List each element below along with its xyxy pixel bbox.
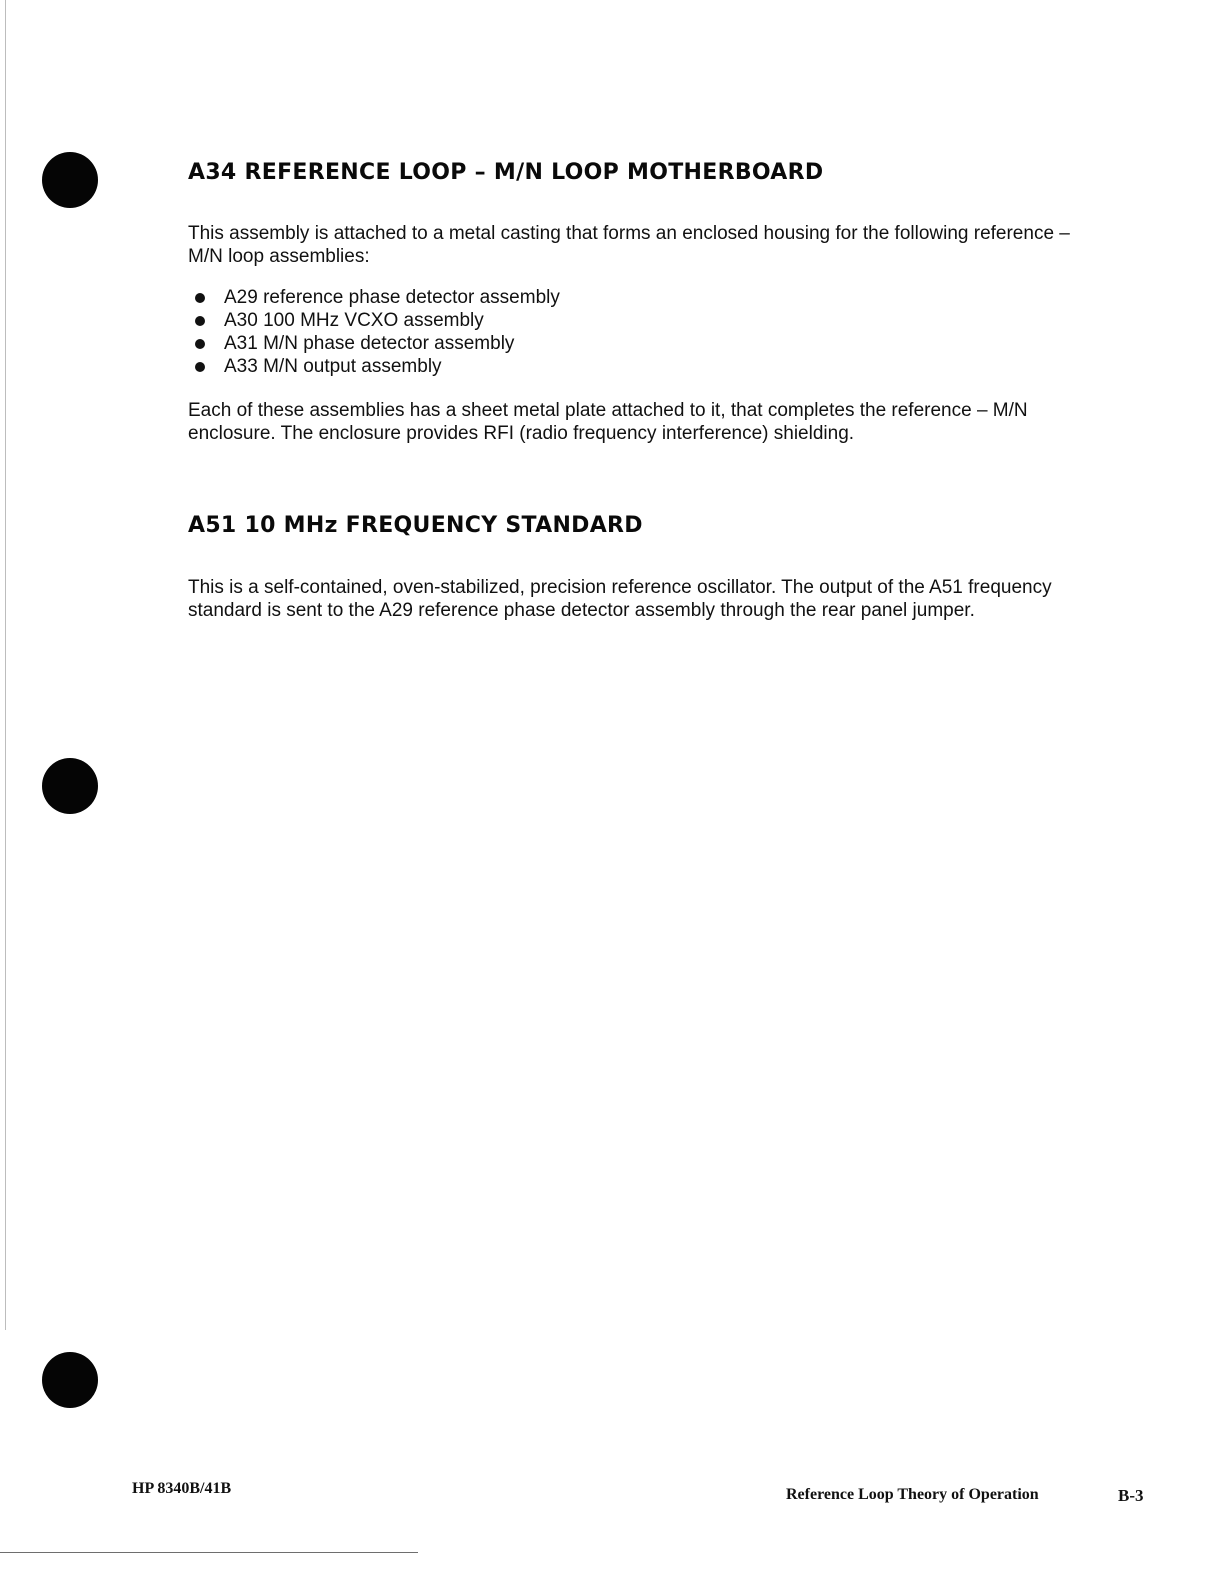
list-item: A31 M/N phase detector assembly (192, 332, 560, 355)
left-margin-rule (5, 0, 6, 1330)
bullet-icon (195, 316, 205, 326)
bullet-icon (195, 293, 205, 303)
punch-hole-top (42, 152, 98, 208)
punch-hole-bottom (42, 1352, 98, 1408)
bullet-icon (195, 339, 205, 349)
section-body-a51: This is a self-contained, oven-stabilized, precision reference oscillator. The output of the A51 frequency standard is sent to the A29 reference phase detector assembly through the rear panel jumper. (188, 577, 1052, 621)
list-item: A33 M/N output assembly (192, 355, 560, 378)
page-number: B-3 (1118, 1486, 1144, 1505)
bullet-icon (195, 362, 205, 372)
list-item: A29 reference phase detector assembly (192, 286, 560, 309)
assembly-list (192, 286, 560, 378)
section-closing-a34: Each of these assemblies has a sheet metal plate attached to it, that completes the reference – M/N enclosure. The enclosure provides RFI (radio frequency interference) shielding. (188, 400, 1028, 444)
section-heading-a51: A51 10 MHz FREQUENCY STANDARD (188, 513, 643, 538)
footer-chapter-title: Reference Loop Theory of Operation (786, 1486, 1039, 1503)
punch-hole-middle (42, 758, 98, 814)
footer-model: HP 8340B/41B (132, 1480, 232, 1497)
bottom-rule (0, 1552, 418, 1553)
section-intro-a34: This assembly is attached to a metal casting that forms an enclosed housing for the following reference – M/N loop assemblies: (188, 223, 1070, 267)
section-heading-a34: A34 REFERENCE LOOP – M/N LOOP MOTHERBOARD (188, 160, 824, 185)
list-item: A30 100 MHz VCXO assembly (192, 309, 560, 332)
